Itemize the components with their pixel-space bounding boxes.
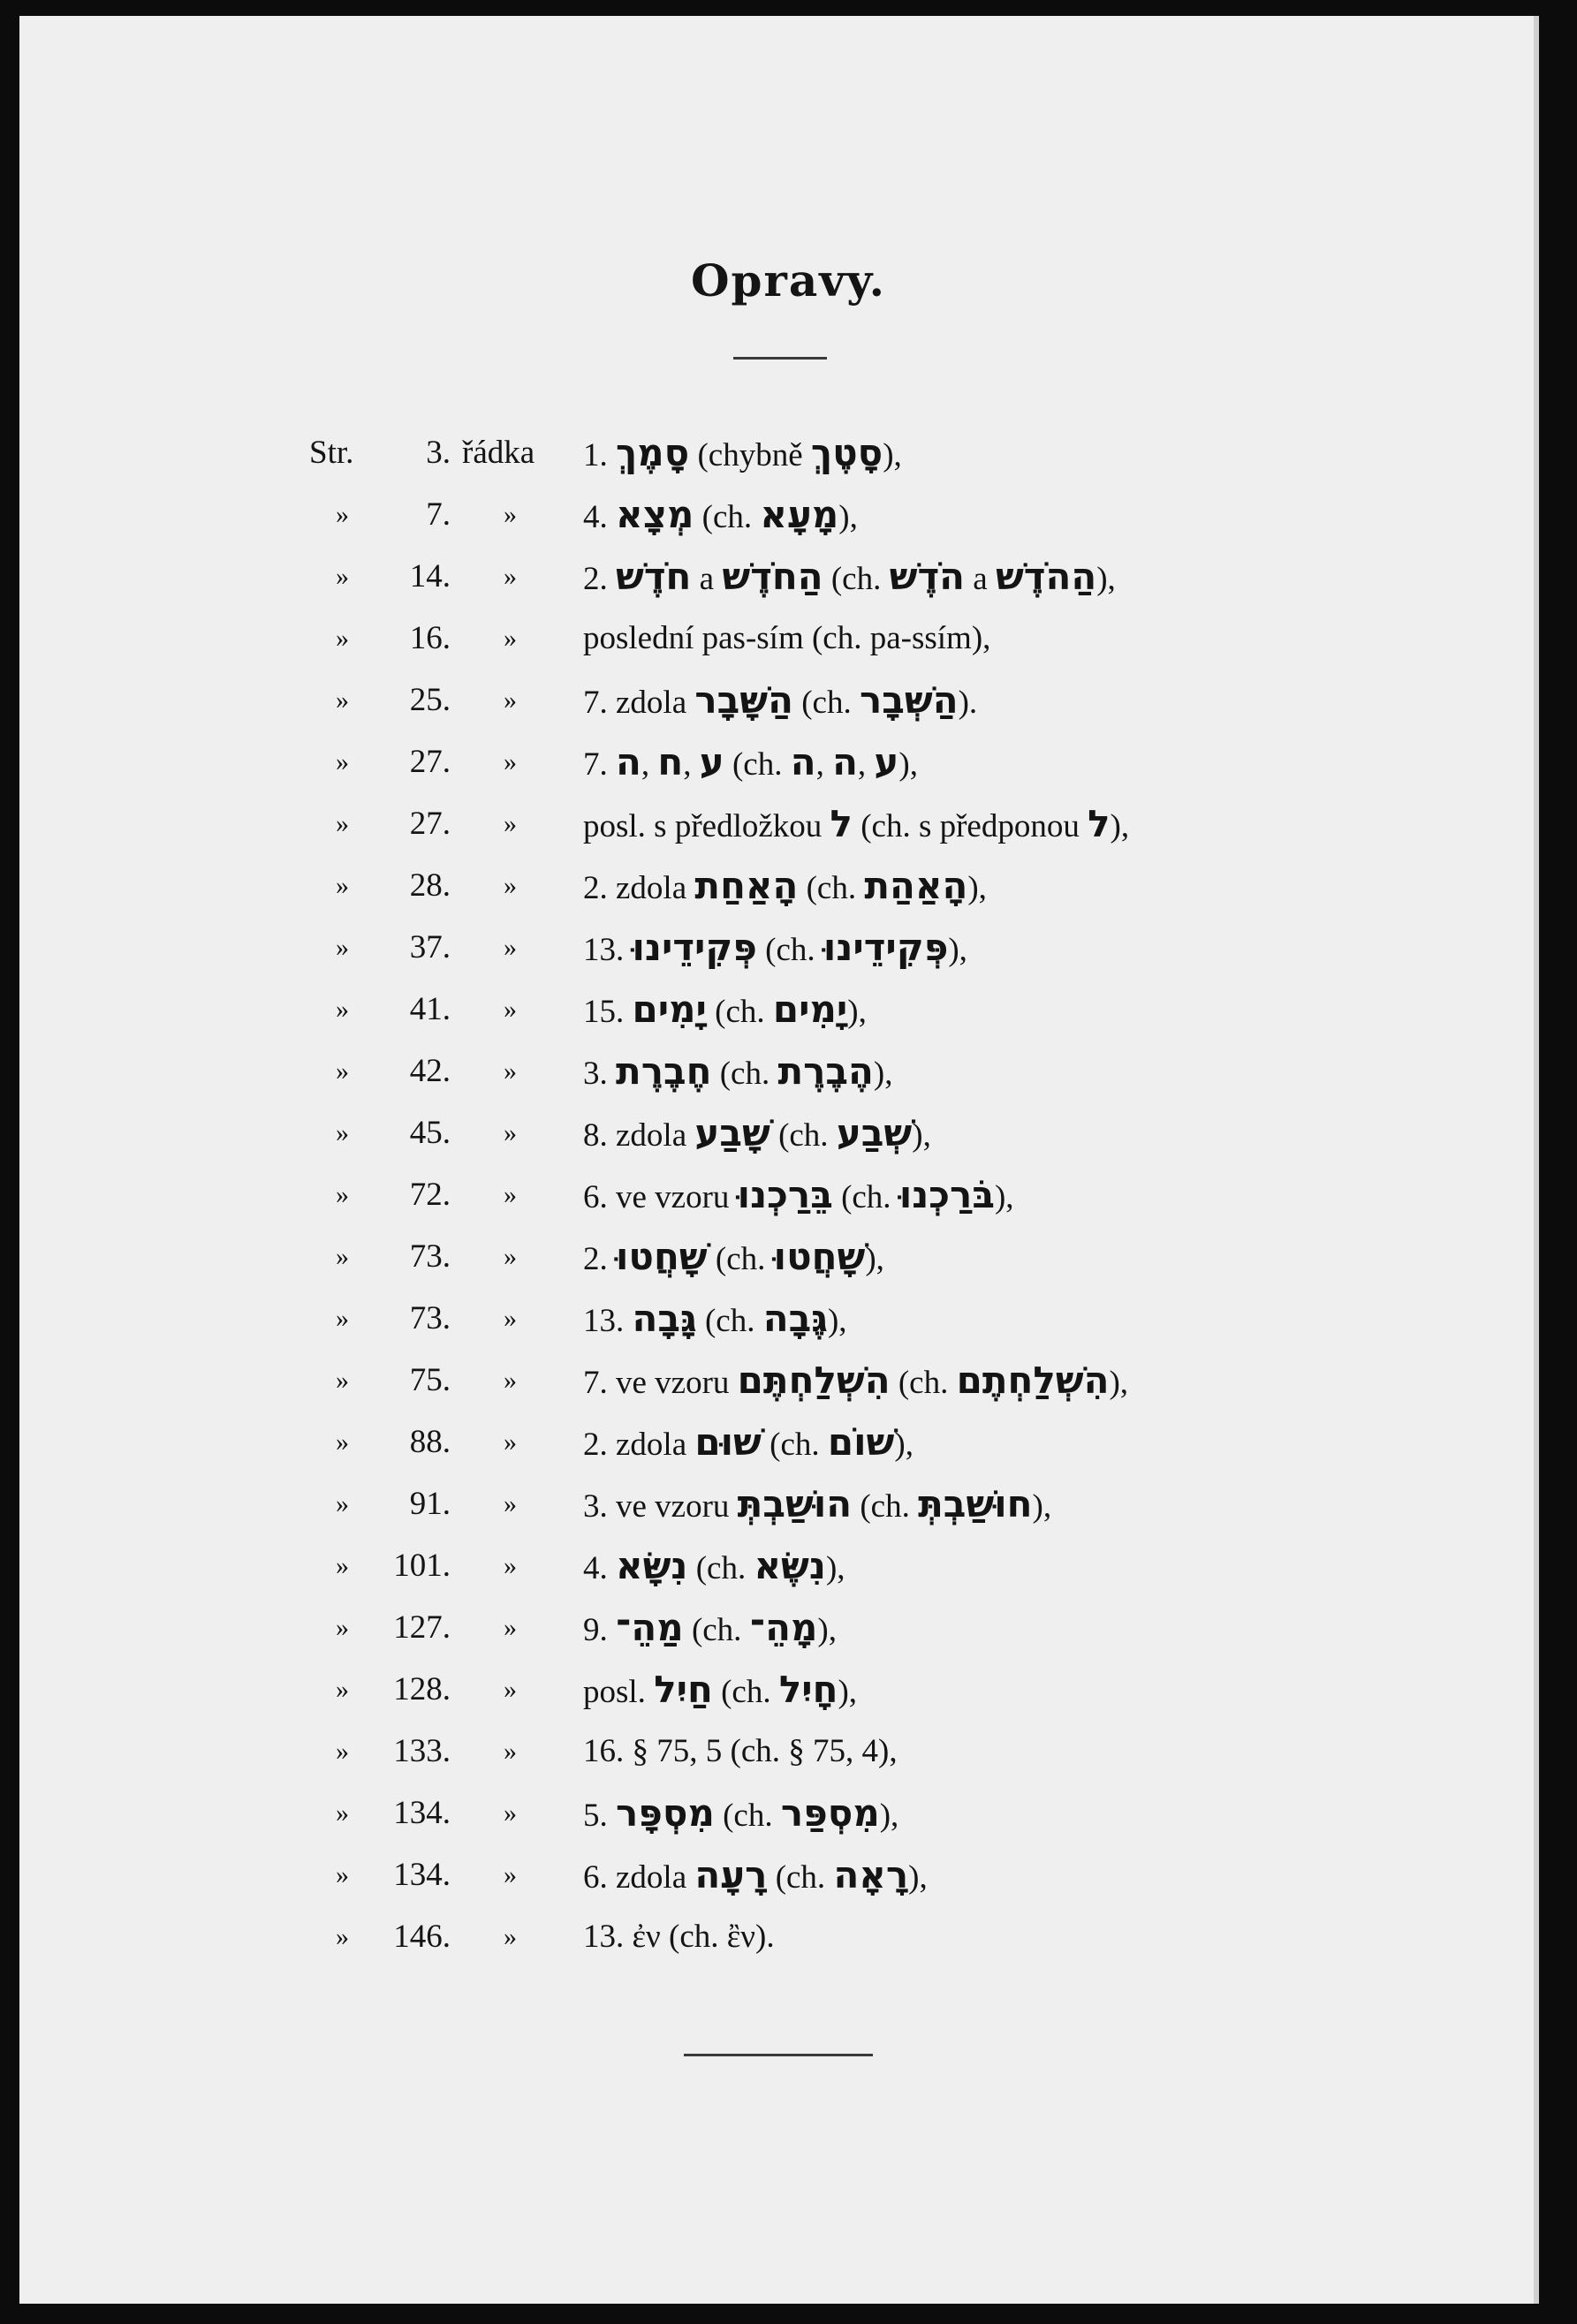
errata-row xyxy=(0,1721,1577,1783)
correction-text: 6. ve vzoru בֵּרַכְנוּ (ch. בֹּרַכְנוּ), xyxy=(583,1173,1014,1216)
errata-row xyxy=(0,422,1577,484)
errata-table xyxy=(0,422,1577,1968)
page-number: 3. xyxy=(426,435,451,471)
correction-text: 1. סָמֶךְ (chybně סָטֶךְ), xyxy=(583,431,902,474)
page-number: 27. xyxy=(409,744,451,780)
page-number: 73. xyxy=(409,1300,451,1336)
ditto-mark: » xyxy=(504,1304,517,1333)
correction-text: 13. גָּבָה (ch. גֶּבָה), xyxy=(583,1297,847,1340)
ditto-mark: » xyxy=(336,1922,349,1951)
ditto-mark: » xyxy=(504,747,517,776)
errata-row xyxy=(0,855,1577,917)
page-number: 128. xyxy=(393,1671,451,1707)
correction-text: 7. ve vzoru הִשְׁלַחְתֶּם (ch. הִשְׁלַחְתֶם), xyxy=(583,1359,1129,1402)
correction-text: 2. חֹדֶשׁ a הַחֹדֶשׁ (ch. הֹדֶשׁ a הַהֹדֶשׁ), xyxy=(583,555,1116,598)
correction-text: 4. מְצָא (ch. מָעָא), xyxy=(583,493,858,536)
errata-row xyxy=(0,1164,1577,1226)
ditto-mark: » xyxy=(504,809,517,838)
page-number: 41. xyxy=(409,991,451,1027)
ditto-mark: » xyxy=(336,685,349,715)
correction-text: 5. מִסְפָּר (ch. מִסְפַּר), xyxy=(583,1791,899,1835)
ditto-mark: » xyxy=(336,1427,349,1457)
closing-rule xyxy=(684,2054,873,2056)
ditto-mark: » xyxy=(336,562,349,591)
correction-text: 13. ἐν (ch. ἒν). xyxy=(583,1919,775,1955)
errata-row xyxy=(0,1844,1577,1906)
page-number: 25. xyxy=(409,682,451,718)
page-number: 75. xyxy=(409,1362,451,1398)
ditto-mark: » xyxy=(504,1366,517,1395)
ditto-mark: » xyxy=(336,624,349,653)
correction-text: poslední pas-sím (ch. pa-ssím), xyxy=(583,620,991,656)
page-number: 101. xyxy=(393,1548,451,1584)
page-label: Str. xyxy=(309,435,354,471)
ditto-mark: » xyxy=(336,1180,349,1209)
ditto-mark: » xyxy=(504,1613,517,1642)
ditto-mark: » xyxy=(504,1922,517,1951)
errata-row xyxy=(0,731,1577,793)
errata-row xyxy=(0,1906,1577,1968)
ditto-mark: » xyxy=(336,1056,349,1086)
errata-row xyxy=(0,1350,1577,1412)
ditto-mark: » xyxy=(336,747,349,776)
page-number: 72. xyxy=(409,1177,451,1213)
ditto-mark: » xyxy=(504,1180,517,1209)
page-number: 134. xyxy=(393,1857,451,1893)
errata-row xyxy=(0,484,1577,546)
errata-row xyxy=(0,917,1577,979)
ditto-mark: » xyxy=(336,933,349,962)
errata-row xyxy=(0,1412,1577,1473)
ditto-mark: » xyxy=(336,1613,349,1642)
ditto-mark: » xyxy=(504,624,517,653)
page-number: 27. xyxy=(409,806,451,842)
ditto-mark: » xyxy=(504,1118,517,1147)
page-number: 14. xyxy=(409,558,451,594)
page-number: 73. xyxy=(409,1238,451,1275)
line-label: řádka xyxy=(462,435,535,471)
ditto-mark: » xyxy=(336,1489,349,1518)
errata-row xyxy=(0,1288,1577,1350)
ditto-mark: » xyxy=(504,1737,517,1766)
ditto-mark: » xyxy=(504,1675,517,1704)
ditto-mark: » xyxy=(336,1860,349,1889)
ditto-mark: » xyxy=(336,871,349,900)
correction-text: 3. חֶבֶרֶת (ch. הֶבֶרֶת), xyxy=(583,1049,893,1093)
page-number: 7. xyxy=(426,496,451,533)
correction-text: 3. ve vzoru הוּשַׁבְתְּ (ch. חוּשַׁבְתְּ), xyxy=(583,1482,1052,1525)
correction-text: posl. חַיִל (ch. חָיִל), xyxy=(583,1668,858,1711)
ditto-mark: » xyxy=(504,1551,517,1580)
page-number: 37. xyxy=(409,929,451,965)
errata-row xyxy=(0,1783,1577,1844)
title-rule xyxy=(733,357,827,360)
ditto-mark: » xyxy=(336,500,349,529)
correction-text: posl. s předložkou ל (ch. s předponou ל), xyxy=(583,802,1130,845)
page-number: 127. xyxy=(393,1609,451,1646)
page-title: Opravy. xyxy=(690,254,887,307)
correction-text: 2. zdola שׁוּם (ch. שׁוֹם), xyxy=(583,1420,914,1464)
ditto-mark: » xyxy=(336,809,349,838)
correction-text: 7. ה, ח, ע (ch. ה, ה, ע), xyxy=(583,740,918,783)
correction-text: 16. § 75, 5 (ch. § 75, 4), xyxy=(583,1733,898,1769)
page-number: 16. xyxy=(409,620,451,656)
ditto-mark: » xyxy=(504,1489,517,1518)
ditto-mark: » xyxy=(336,1118,349,1147)
ditto-mark: » xyxy=(504,1860,517,1889)
page-number: 45. xyxy=(409,1115,451,1151)
ditto-mark: » xyxy=(336,1737,349,1766)
ditto-mark: » xyxy=(336,1366,349,1395)
errata-row xyxy=(0,670,1577,731)
ditto-mark: » xyxy=(336,1304,349,1333)
ditto-mark: » xyxy=(504,933,517,962)
correction-text: 2. שָׁחֲטוּ (ch. שָׁחֲטוּ), xyxy=(583,1235,884,1278)
page-number: 133. xyxy=(393,1733,451,1769)
errata-row xyxy=(0,1226,1577,1288)
ditto-mark: » xyxy=(504,562,517,591)
ditto-mark: » xyxy=(504,500,517,529)
ditto-mark: » xyxy=(336,995,349,1024)
ditto-mark: » xyxy=(336,1675,349,1704)
errata-row xyxy=(0,793,1577,855)
errata-row xyxy=(0,608,1577,670)
correction-text: 2. zdola הָאַחַת (ch. הָאַהַת), xyxy=(583,864,987,907)
ditto-mark: » xyxy=(504,1427,517,1457)
page-number: 42. xyxy=(409,1053,451,1089)
ditto-mark: » xyxy=(504,1798,517,1828)
correction-text: 7. zdola הַשָּׁבָר (ch. הַשְּׁבָר). xyxy=(583,678,978,722)
ditto-mark: » xyxy=(504,685,517,715)
ditto-mark: » xyxy=(504,871,517,900)
correction-text: 13. פְּקִידֵינוּ (ch. פְּקִידֵינוּ), xyxy=(583,926,967,969)
correction-text: 15. יָמִים (ch. יָמִים), xyxy=(583,988,867,1031)
ditto-mark: » xyxy=(336,1551,349,1580)
ditto-mark: » xyxy=(504,995,517,1024)
page-number: 88. xyxy=(409,1424,451,1460)
ditto-mark: » xyxy=(336,1798,349,1828)
correction-text: 6. zdola רָעָה (ch. רָאָה), xyxy=(583,1853,928,1896)
ditto-mark: » xyxy=(336,1242,349,1271)
errata-row xyxy=(0,1102,1577,1164)
correction-text: 4. נִשָּׂא (ch. נִשֶּׂא), xyxy=(583,1544,845,1587)
ditto-mark: » xyxy=(504,1242,517,1271)
errata-row xyxy=(0,1597,1577,1659)
page-number: 134. xyxy=(393,1795,451,1831)
page-number: 28. xyxy=(409,867,451,904)
errata-row xyxy=(0,1473,1577,1535)
page-number: 91. xyxy=(409,1486,451,1522)
ditto-mark: » xyxy=(504,1056,517,1086)
errata-row xyxy=(0,546,1577,608)
errata-row xyxy=(0,979,1577,1041)
correction-text: 9. מַהֵ־ (ch. מָהֵ־), xyxy=(583,1606,837,1649)
errata-row xyxy=(0,1535,1577,1597)
errata-row xyxy=(0,1659,1577,1721)
errata-row xyxy=(0,1041,1577,1102)
page-number: 146. xyxy=(393,1919,451,1955)
correction-text: 8. zdola שָׁבַע (ch. שְׁבַע), xyxy=(583,1111,931,1154)
